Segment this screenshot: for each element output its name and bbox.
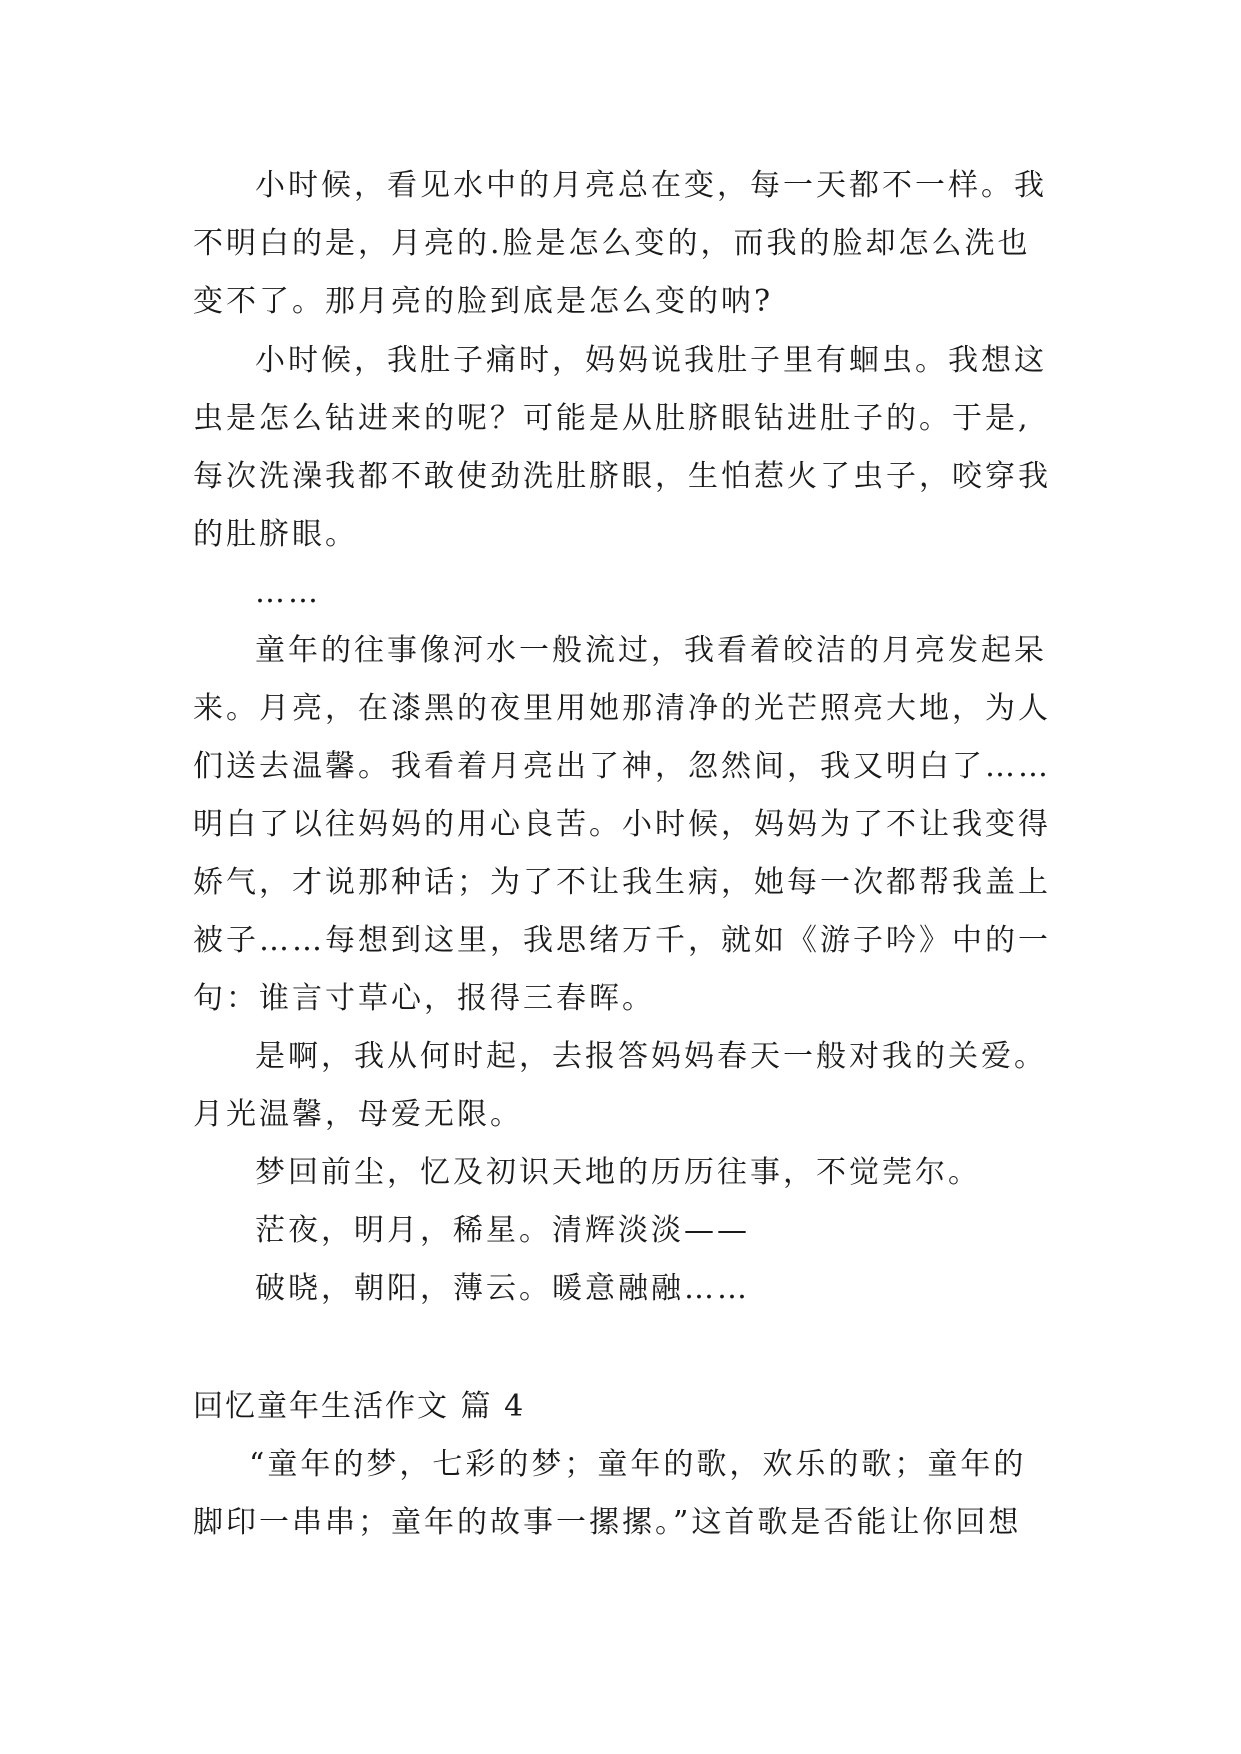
paragraph-line: “童年的梦，七彩的梦；童年的歌，欢乐的歌；童年的 <box>249 1447 1027 1482</box>
paragraph-line: 的肚脐眼。 <box>193 517 358 552</box>
paragraph-line: 茫夜，明月，稀星。清辉淡淡—— <box>255 1213 750 1248</box>
paragraph-line: 们送去温馨。我看着月亮出了神，忽然间，我又明白了…… <box>193 749 1051 784</box>
paragraph-line: 小时候，看见水中的月亮总在变，每一天都不一样。我 <box>255 168 1047 203</box>
paragraph-line: 变不了。那月亮的脸到底是怎么变的呐? <box>193 284 774 319</box>
paragraph-line: 不明白的是，月亮的.脸是怎么变的，而我的脸却怎么洗也 <box>193 226 1031 261</box>
paragraph-line: 明白了以往妈妈的用心良苦。小时候，妈妈为了不让我变得 <box>193 807 1051 842</box>
paragraph-line: 娇气，才说那种话；为了不让我生病，她每一次都帮我盖上 <box>193 865 1051 900</box>
paragraph-line: 虫是怎么钻进来的呢？可能是从肚脐眼钻进肚子的。于是, <box>193 401 1031 436</box>
paragraph-line: 句：谁言寸草心，报得三春晖。 <box>193 981 655 1016</box>
paragraph-line: 脚印一串串；童年的故事一摞摞。”这首歌是否能让你回想 <box>193 1505 1022 1540</box>
paragraph-line: 破晓，朝阳，薄云。暖意融融…… <box>255 1271 750 1306</box>
paragraph-line: 每次洗澡我都不敢使劲洗肚脐眼，生怕惹火了虫子，咬穿我 <box>193 459 1051 494</box>
paragraph-line: 小时候，我肚子痛时，妈妈说我肚子里有蛔虫。我想这 <box>255 343 1047 378</box>
paragraph-line: 是啊，我从何时起，去报答妈妈春天一般对我的关爱。 <box>255 1039 1047 1074</box>
paragraph-line: 来。月亮，在漆黑的夜里用她那清净的光芒照亮大地，为人 <box>193 691 1051 726</box>
paragraph-line: 被子……每想到这里，我思绪万千，就如《游子吟》中的一 <box>193 923 1051 958</box>
paragraph-line: 梦回前尘，忆及初识天地的历历往事，不觉莞尔。 <box>255 1155 981 1190</box>
ellipsis-line: …… <box>255 575 321 610</box>
paragraph-line: 童年的往事像河水一般流过，我看着皎洁的月亮发起呆 <box>255 633 1047 668</box>
paragraph-line: 月光温馨，母爱无限。 <box>193 1097 523 1132</box>
section-heading: 回忆童年生活作文 篇 4 <box>193 1389 526 1424</box>
